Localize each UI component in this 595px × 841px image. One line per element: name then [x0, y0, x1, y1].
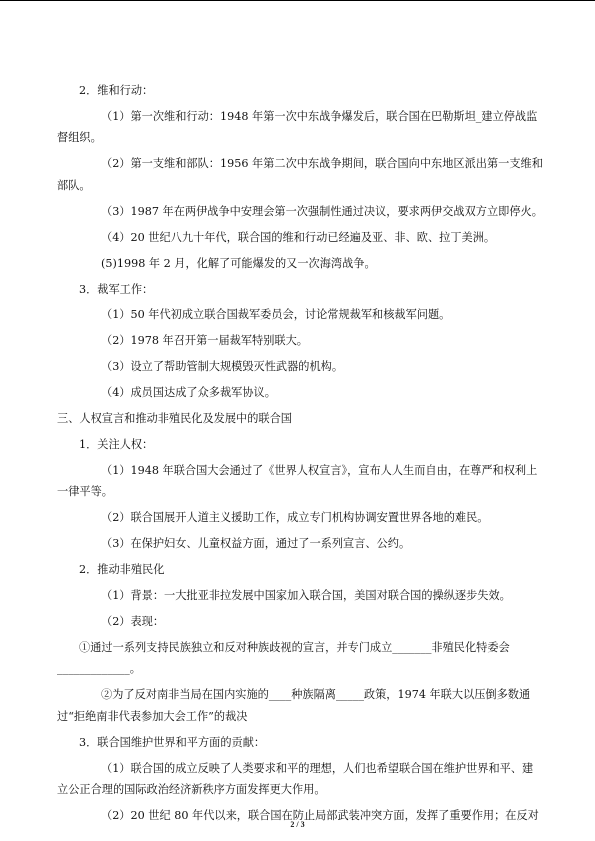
text-paragraph: 1．关注人权： — [79, 437, 154, 451]
text-paragraph: （2）表现： — [101, 614, 165, 628]
text-paragraph: 3．裁军工作： — [79, 282, 154, 296]
text-paragraph: （4）20 世纪八九十年代，联合国的维和行动已经遍及亚、非、欧、拉丁美洲。 — [101, 230, 496, 244]
text-paragraph: （2）1978 年召开第一届裁军特别联大。 — [101, 334, 308, 348]
text-paragraph: （3）设立了帮助管制大规模毁灭性武器的机构。 — [101, 360, 344, 374]
header-rule — [0, 0, 595, 1]
text-paragraph: （2）20 世纪 80 年代以来，联合国在防止局部武装冲突方面，发挥了重要作用；在反对 — [101, 809, 539, 823]
text-paragraph: （2）联合国展开人道主义援助工作，成立专门机构协调安置世界各地的难民。 — [101, 511, 489, 525]
text-paragraph: ②为了反对南非当局在国内实施的____种族隔离_____政策，1974 年联大以压倒多数通过“拒绝南非代表参加大会工作”的裁决 — [57, 688, 531, 723]
text-paragraph: (5)1998 年 2 月，化解了可能爆发的又一次海湾战争。 — [101, 256, 376, 270]
document-body — [57, 80, 543, 831]
text-paragraph: ①通过一系列支持民族独立和反对种族歧视的宣言，并专门成立_______非殖民化特委会_____________。 — [57, 640, 510, 676]
text-paragraph: 3．联合国维护世界和平方面的贡献： — [79, 735, 266, 749]
text-paragraph: （1）第一次维和行动：1948 年第一次中东战争爆发后，联合国在巴勒斯坦_建立停战监督组织。 — [57, 109, 538, 145]
text-paragraph: （4）成员国达成了众多裁军协议。 — [101, 386, 276, 400]
text-paragraph: 2．推动非殖民化 — [79, 563, 165, 577]
text-paragraph: （3）1987 年在两伊战争中安理会第一次强制性通过决议，要求两伊交战双方立即停火。 — [101, 204, 543, 218]
page-number: 2 / 3 — [290, 820, 305, 829]
text-paragraph: （1）50 年代初成立联合国裁军委员会，讨论常规裁军和核裁军问题。 — [101, 308, 451, 322]
text-paragraph: （1）联合国的成立反映了人类要求和平的理想，人们也希望联合国在维护世界和平、建立公正合理的国际政治经济新秩序方面发挥更大作用。 — [57, 761, 534, 797]
text-paragraph: （1）背景：一大批亚非拉发展中国家加入联合国，美国对联合国的操纵逐步失效。 — [101, 588, 511, 602]
text-paragraph: （1）1948 年联合国大会通过了《世界人权宣言》，宣布人人生而自由，在尊严和权利上一律平等。 — [57, 463, 538, 499]
text-paragraph: 三、人权宣言和推动非殖民化及发展中的联合国 — [57, 411, 292, 425]
text-paragraph: （2）第一支维和部队：1956 年第二次中东战争期间，联合国向中东地区派出第一支维和部队。 — [57, 157, 543, 192]
text-paragraph: 2．维和行动： — [79, 84, 154, 97]
text-paragraph: （3）在保护妇女、儿童权益方面，通过了一系列宣言、公约。 — [101, 537, 411, 551]
